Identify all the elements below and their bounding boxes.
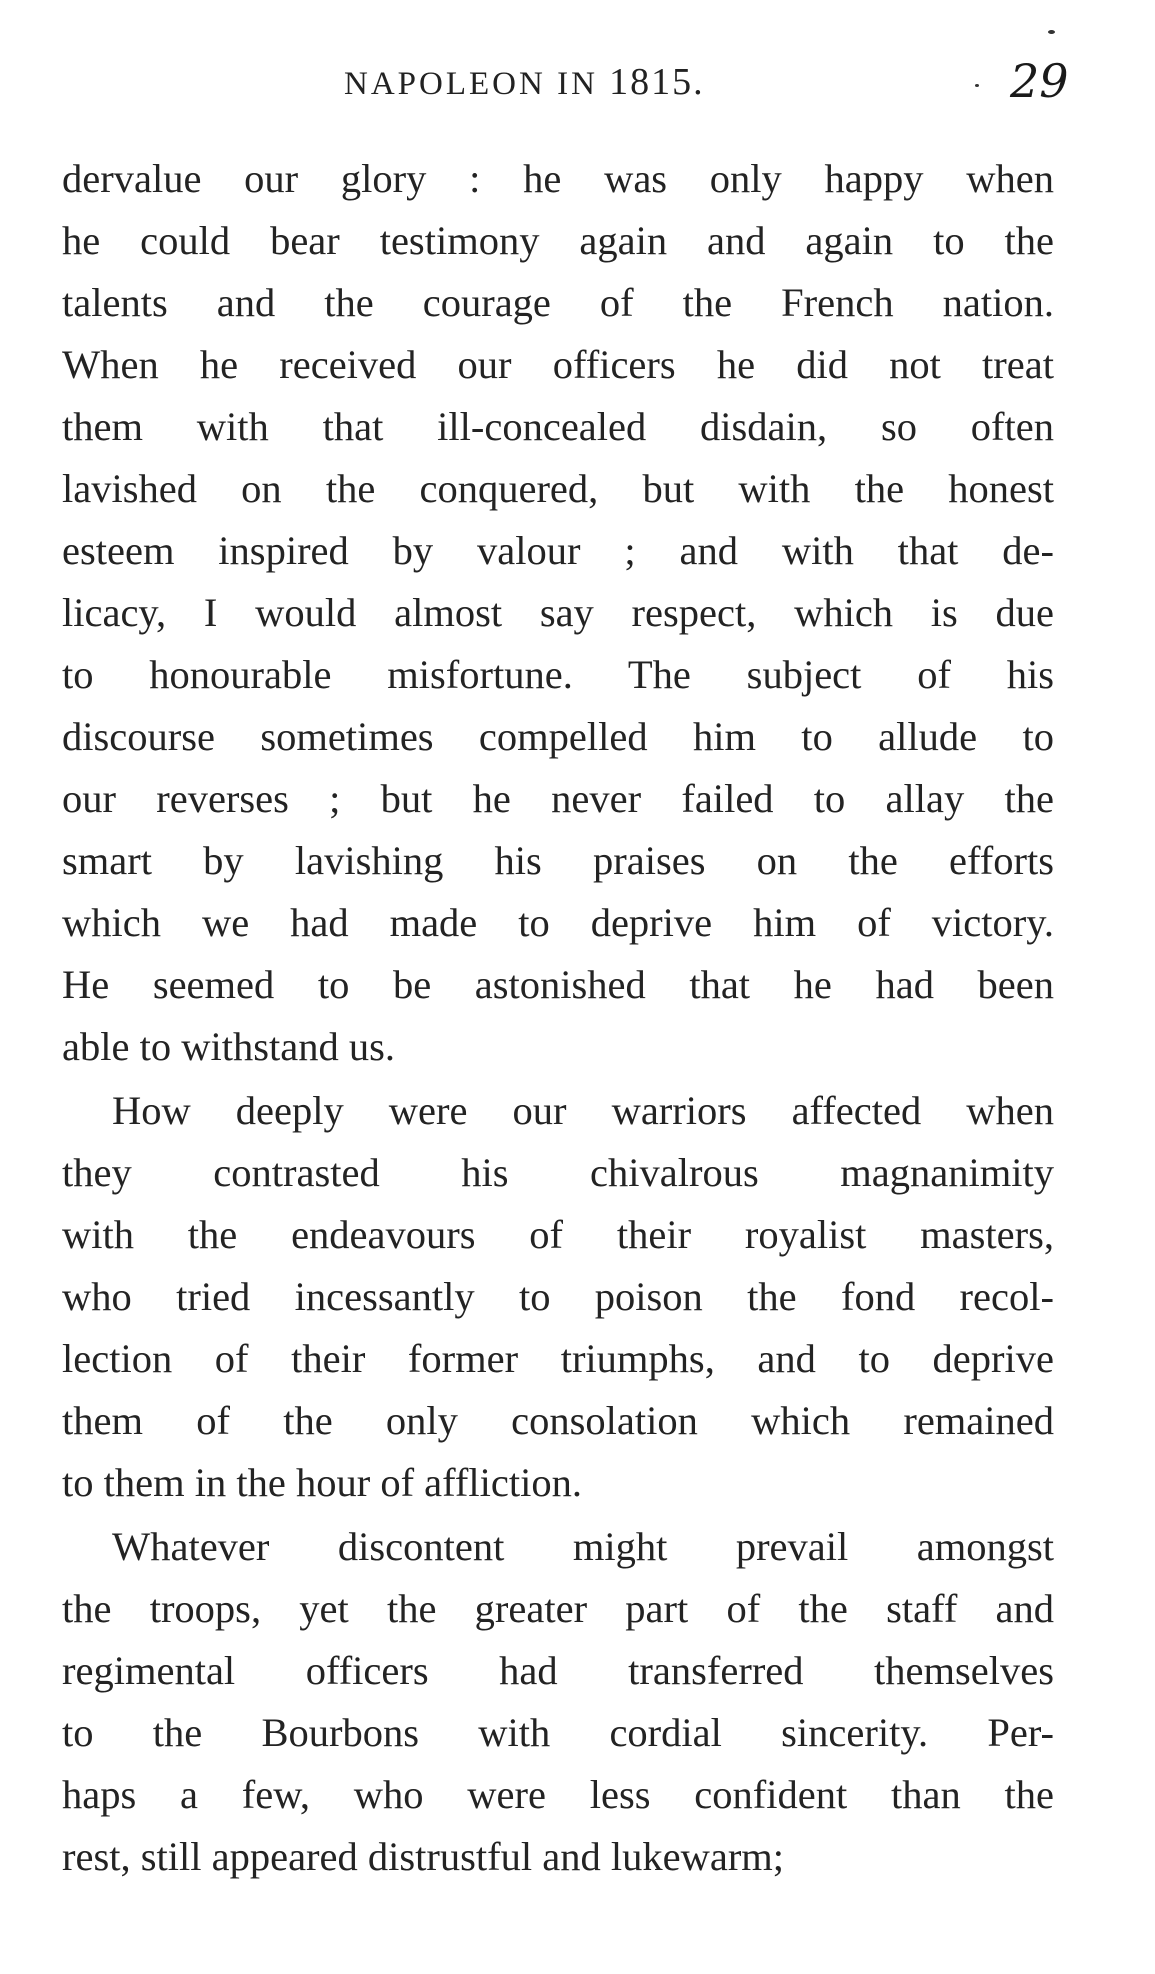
text-line: they contrasted his chivalrous magnanimity: [62, 1150, 1054, 1195]
text-line: to them in the hour of affliction.: [62, 1460, 583, 1505]
text-line: talents and the courage of the French nation.: [62, 280, 1054, 325]
text-line: smart by lavishing his praises on the efforts: [62, 838, 1054, 883]
text-line: When he received our officers he did not treat: [62, 342, 1054, 387]
text-line: to honourable misfortune. The subject of his: [62, 652, 1054, 697]
paragraph: [62, 1080, 1054, 1514]
text-line: them of the only consolation which remained: [62, 1398, 1054, 1443]
paragraph: [62, 148, 1054, 1078]
text-line: lavished on the conquered, but with the honest: [62, 466, 1054, 511]
text-line: He seemed to be astonished that he had been: [62, 962, 1054, 1007]
text-line: Whatever discontent might prevail amongst: [112, 1524, 1054, 1569]
text-line: How deeply were our warriors affected when: [112, 1088, 1054, 1133]
text-line: our reverses ; but he never failed to allay the: [62, 776, 1054, 821]
text-line: who tried incessantly to poison the fond recol-: [62, 1274, 1054, 1319]
text-line: dervalue our glory : he was only happy when: [62, 156, 1054, 201]
text-line: with the endeavours of their royalist masters,: [62, 1212, 1054, 1257]
text-line: esteem inspired by valour ; and with that de-: [62, 528, 1054, 573]
page-number: 29: [1010, 54, 1069, 108]
text-line: which we had made to deprive him of victory.: [62, 900, 1054, 945]
text-line: he could bear testimony again and again to the: [62, 218, 1054, 263]
text-line: discourse sometimes compelled him to allude to: [62, 714, 1054, 759]
running-head: [62, 54, 1069, 108]
text-line: regimental officers had transferred themselves: [62, 1648, 1054, 1693]
running-head-year: 1815.: [609, 61, 705, 103]
paragraph: [62, 1516, 1054, 1888]
body-text: [62, 148, 1054, 1888]
text-line: licacy, I would almost say respect, which is due: [62, 590, 1054, 635]
text-line: rest, still appeared distrustful and lukewarm;: [62, 1834, 785, 1879]
running-head-title: [344, 60, 705, 104]
print-speck: [975, 84, 979, 87]
text-line: haps a few, who were less confident than the: [62, 1772, 1054, 1817]
text-line: able to withstand us.: [62, 1024, 395, 1069]
text-line: the troops, yet the greater part of the staff and: [62, 1586, 1054, 1631]
text-line: to the Bourbons with cordial sincerity. Per-: [62, 1710, 1054, 1755]
print-speck: [1048, 30, 1055, 34]
running-head-title-prefix: NAPOLEON IN: [344, 66, 610, 102]
text-line: lection of their former triumphs, and to deprive: [62, 1336, 1054, 1381]
text-line: them with that ill-concealed disdain, so often: [62, 404, 1054, 449]
